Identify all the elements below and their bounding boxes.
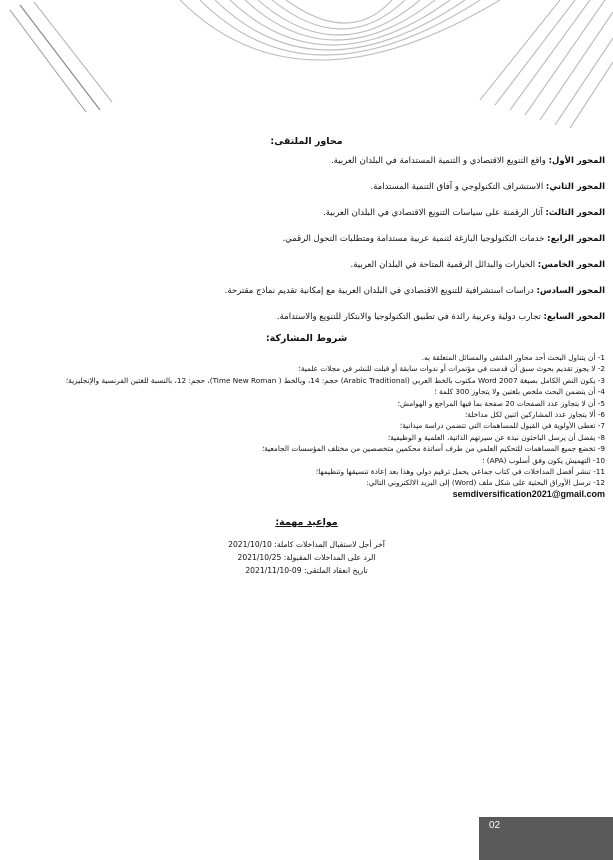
condition-item: 11- تنشر أفضل المداخلات في كتاب جماعي يحمل ترقيم دولي وهذا بعد إعادة تنسيقها وتنظيمها؛ — [315, 467, 605, 477]
page-number: 02 — [489, 820, 501, 831]
axis-item: المحور الأول: واقع التنويع الاقتصادي و التنمية المستدامة في البلدان العربية. — [330, 156, 605, 166]
dates-title: مواعيد مهمة: — [275, 516, 338, 528]
axis-item: المحور الخامس: الخيارات والبدائل الرقمية المتاحة في البلدان العربية. — [350, 260, 605, 270]
condition-item: 12- ترسل الأوراق البحثية على شكل ملف (Word) إلى البريد الالكتروني التالي: — [366, 478, 605, 488]
conditions-list — [8, 352, 605, 489]
axes-list — [8, 155, 605, 323]
axis-item: المحور الثاني: الاستشراف التكنولوجي و آفاق التنمية المستدامة. — [370, 182, 605, 192]
axis-item: المحور الثالث: آثار الرقمنة على سياسات التنويع الاقتصادي في البلدان العربية. — [323, 208, 605, 218]
condition-item: 3- يكون النص الكامل بصيغة Word 2007 مكتوب بالخط العربي (Arabic Traditional) حجم: 14، وبالخط ( Time New Roman)، حجم: 12، بالنسبة للغتين الفرنسية والإنجليزية؛ — [65, 375, 605, 385]
date-item: تاريخ انعقاد الملتقى: 09-2021/11/10 — [245, 565, 368, 575]
decorative-arc-graphic — [0, 0, 613, 135]
condition-item: 7- تعطى الأولوية في القبول للمساهمات التي تتضمن دراسة ميدانية؛ — [399, 421, 605, 431]
document-body — [8, 132, 605, 577]
condition-item: 1- أن يتناول البحث أحد محاور الملتقى والمسائل المتعلقة به. — [421, 353, 605, 362]
date-item: آخر أجل لاستقبال المداخلات كاملة: 2021/10/10 — [228, 539, 385, 549]
axis-item: المحور السادس: دراسات استشرافية للتنويع الاقتصادي في البلدان العربية مع إمكانية تقديم نماذج مقترحة. — [224, 286, 605, 296]
dates-list — [8, 538, 605, 577]
condition-item: 9- تخضع جميع المساهمات للتحكيم العلمي من طرف أساتذة محكمين متخصصين من مختلف المؤسسات الجامعية؛ — [261, 444, 605, 454]
axis-item: المحور الرابع: خدمات التكنولوجيا البازغة لتنمية عربية مستدامة ومتطلبات التحول الرقمي. — [282, 234, 605, 244]
condition-item: 4- أن يتضمن البحث ملخص بلغتين ولا يتجاوز 300 كلمة ؛ — [434, 387, 605, 397]
conditions-title: شروط المشاركة: — [265, 333, 348, 344]
axis-item: المحور السابع: تجارب دولية وعربية رائدة في تطبيق التكنولوجيا والابتكار للتنويع والاستدامة. — [276, 312, 605, 322]
date-item: الرد على المداخلات المقبولة: 2021/10/25 — [237, 552, 376, 562]
condition-item: 5- أن لا يتجاوز عدد الصفحات 20 صفحة بما فيها المراجع و الهوامش؛ — [397, 398, 605, 408]
condition-item: 2- لا يجوز تقديم بحوث سبق أن قدمت في مؤتمرات أو ندوات سابقة أو قبلت للنشر في مجلات علمية؛ — [298, 364, 605, 374]
condition-item: 10- التهميش يكون وفق أسلوب (APA) ؛ — [482, 455, 605, 465]
condition-item: 8- يفضل أن يرسل الباحثون نبذة عن سيرتهم الذاتية، العلمية و الوظيفية؛ — [387, 432, 605, 442]
condition-item: 6- ألا يتجاوز عدد المشاركين اثنين لكل مداخلة؛ — [464, 410, 605, 420]
contact-email-link[interactable]: semdiversification2021@gmail.com — [452, 488, 605, 499]
axes-title: محاور الملتقى: — [270, 136, 343, 147]
